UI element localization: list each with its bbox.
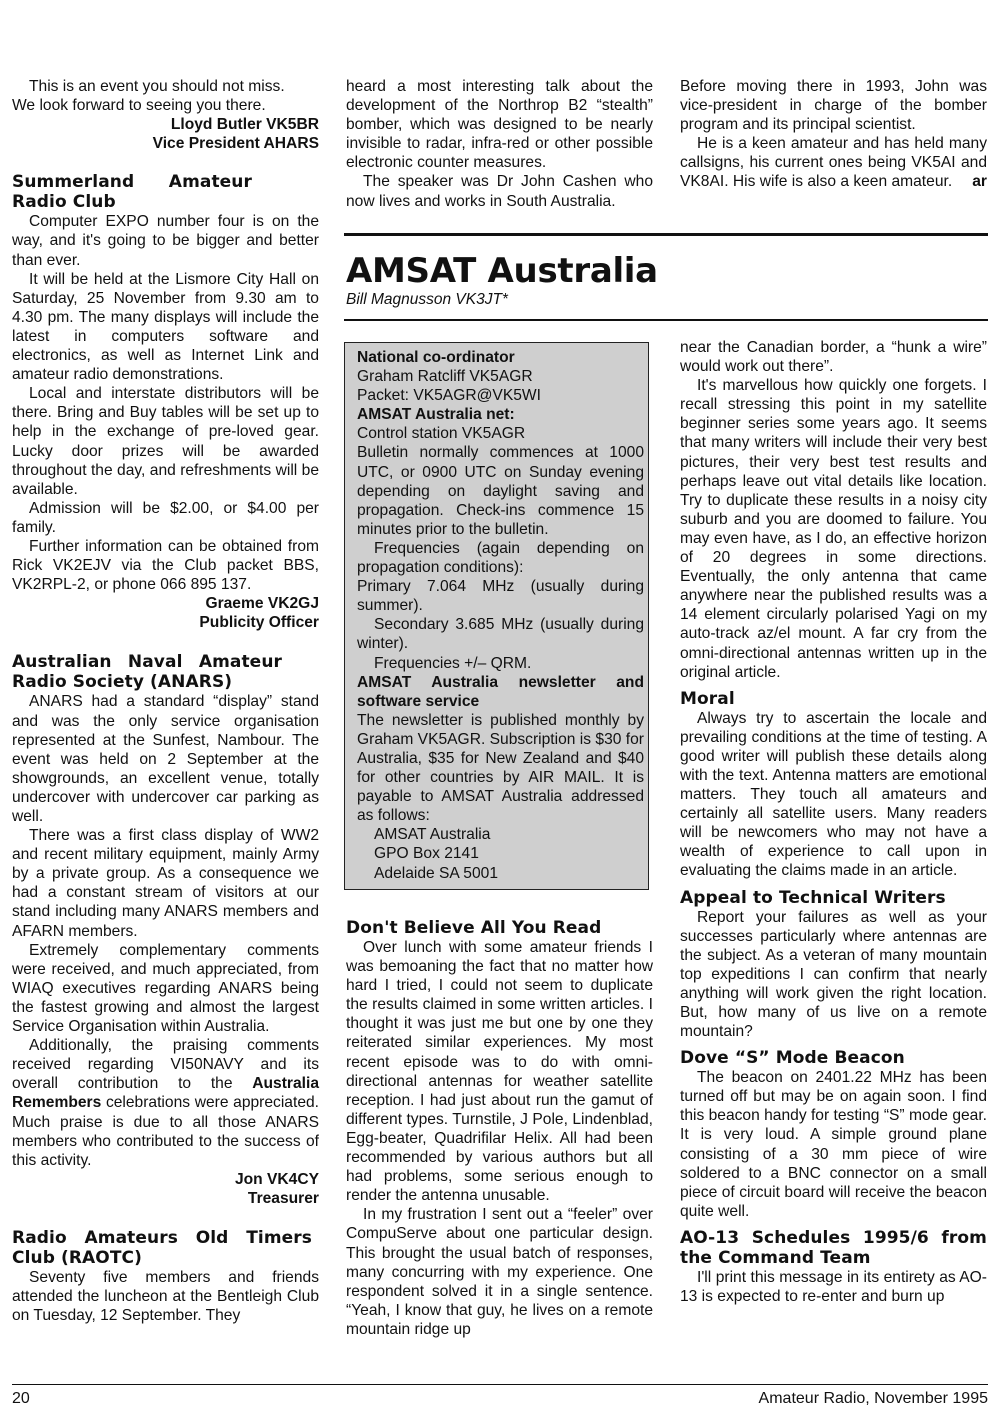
anars-para: ANARS had a standard “display” stand and was the only service organisation represented at the Sunfest, Nambour. The event was held on 2 September at the showgrounds, an excellent venue, totally undercover with undercover car parking as well. [12,693,319,825]
amsat-info-box [344,342,649,890]
signature-name: Lloyd Butler VK5BR [170,116,319,134]
heading-dont-believe: Don't Believe All You Read [346,918,602,938]
info-para: Primary 7.064 MHz (usually during summer). [357,578,644,615]
info-para: Frequencies (again depending on propagation conditions): [357,539,644,577]
dove-para: The beacon on 2401.22 MHz has been turned off but may be on again soon. I find this beacon handy for testing “S” mode gear. It is very loud. A simple ground plane consisting of a 30 mm piece of wire soldered to a BNC connector on a small piece of circuit board will receive the beacon quite well. [680,1069,987,1220]
article-title: AMSAT Australia [346,251,658,291]
col3-top-para-2 [680,134,987,191]
info-line: Control station VK5AGR [357,425,526,443]
info-line: Graham Ratcliff VK5AGR [357,368,533,386]
heading-raotc: Radio Amateurs Old Timers Club (RAOTC) [12,1227,312,1268]
heading-moral: Moral [680,688,735,709]
col3-top-para-2-text: He is a keen amateur and has held many callsigns, his current ones being VK5AI and VK8AI. His wife is also a keen amateur. [680,135,987,191]
info-heading: National co-ordinator [357,349,515,366]
intro-line-2: We look forward to seeing you there. [12,97,266,115]
col2-para-1: Over lunch with some amateur friends I was bemoaning the fact that no matter how hard I tried, I could not seem to duplicate the results claimed in some written articles. I thought it was just me but one by one they reiterated similar experiences. My most recent episode was to do with omni-directional antennas for weather satellite reception. I had just about run the gamut of different types. Turnstile, J Pole, Lindenblad, Egg-beater, Quadrifilar Helix. All had been recommended by various authors but all had problems, some serious enough to render the antenna unusable. [346,939,653,1205]
column-2-top [346,77,653,211]
info-para: Secondary 3.685 MHz (usually during winter). [357,616,644,653]
anars-para: Extremely complementary comments were received, and much appreciated, from WIAQ executives regarding ANARS being the fastest growing and almost the largest Service Organisation within Australia. [12,941,319,1036]
anars-para-4-end: celebrations were appreciated. Much praise is due to all those ANARS members who contributed to the success of this activity. [12,1094,319,1169]
summerland-para: Local and interstate distributors will be there. Bring and Buy tables will be set up to help in the exchange of pre-loved gear. Lucky door prizes will be awarded throughout the day, and refreshments will be available. [12,385,319,498]
col3-para-2: It's marvellous how quickly one forgets. I recall stressing this point in my satellite beginner series some years ago. It seems that many writers will include their very best pictures, their very best test results and perhaps leave out vital details like location. Try to duplicate these results in a noisy city suburb and you are doomed to failure. You may even have, as I do, an effective horizon of 20 degrees in some directions. Eventually, the only antenna that came anywhere near the published results was a 14 element circularly polarised Yagi on my auto-track az/el mount. A far cry from the omni-directional antennas written up in the original article. [680,377,987,681]
column-3-top [680,77,987,192]
heading-appeal: Appeal to Technical Writers [680,887,946,908]
column-1 [12,77,319,1325]
heading-anars: Australian Naval Amateur Radio Society (ANARS) [12,652,282,693]
info-para: The newsletter is published monthly by Graham VK5AGR. Subscription is $30 for Australia, $35 for New Zealand and $40 for other countries by AIR MAIL. It is payable to AMSAT Australia addressed as follows: [357,711,644,825]
heading-dove: Dove “S” Mode Beacon [680,1048,905,1069]
page-number: 20 [12,1390,30,1407]
column-3-lower [680,338,987,1306]
summerland-para: Computer EXPO number four is on the way, and it's going to be bigger and better than ever. [12,213,319,269]
col2-top-para-2: The speaker was Dr John Cashen who now lives and works in South Australia. [346,173,653,210]
appeal-para: Report your failures as well as your successes particularly where antennas are the subject. As a veteran of many mountain top expeditions I can confirm that nearly anything will work given the right location. But, how many of us live on a remote mountain? [680,908,987,1041]
info-para: Bulletin normally commences at 1000 UTC, or 0900 UTC on Sunday evening depending on daylight saving and propagation. Check-ins commence 15 minutes prior to the bulletin. [357,444,644,538]
column-2-lower [346,918,653,1339]
intro-line-1: This is an event you should not miss. [29,78,285,95]
address-line: Adelaide SA 5001 [374,864,498,882]
footer-rule [12,1384,988,1385]
heading-summerland: Summerland Amateur Radio Club [12,172,252,213]
signature-lloyd [12,115,319,153]
info-line: Packet: VK5AGR@VK5WI [357,387,541,405]
article-title-rule [344,319,988,321]
raotc-para: Seventy five members and friends attended the luncheon at the Bentleigh Club on Tuesday, 12 September. They [12,1268,319,1325]
info-heading: AMSAT Australia net: [357,406,515,424]
col3-top-para-1: Before moving there in 1993, John was vice-president in charge of the bomber program and its principal scientist. [680,78,987,134]
moral-para: Always try to ascertain the locale and prevailing conditions at the time of testing. A good writer will publish these details along with the text. Antenna matters are emotional matters. They touch all amateurs and certainly all satellite users. Many readers will be newcomers who may not have a wealth of experience to call upon in evaluating the claims made in an article. [680,709,987,880]
ao13-para: I'll print this message in its entirety as AO-13 is expected to re-enter and burn up [680,1268,987,1306]
signature-title: Vice President AHARS [152,135,319,153]
anars-para-4-start: Additionally, the praising comments received regarding VI50NAVY and its overall contribution to the [12,1037,319,1093]
signature-name: Graeme VK2GJ [205,595,319,613]
summerland-para: It will be held at the Lismore City Hall on Saturday, 25 November from 9.30 am to 4.30 pm. The many displays will include the latest in computers software and electronics, as well as Internet Link and amateur radio demonstrations. [12,270,319,384]
anars-para: There was a first class display of WW2 and recent military equipment, mainly Army by a private group. As a consequence we had a constant stream of visitors at our stand including many ANARS members and AFARN members. [12,827,319,940]
summerland-para: Further information can be obtained from Rick VK2EJV via the Club packet BBS, VK2RPL-2, or phone 066 895 137. [12,537,319,594]
australia-remembers: Australia Remembers [12,1075,319,1112]
signature-title: Treasurer [247,1189,319,1207]
col2-para-2: In my frustration I sent out a “feeler” over CompuServe about one particular design. This brought the usual batch of responses, many concurring with my experience. One respondent solved it in a single sentence. “Yeah, I know that guy, he lives on a remote mountain ridge up [346,1206,653,1338]
end-mark: ar [972,173,987,191]
col2-top-para-1: heard a most interesting talk about the development of the Northrop B2 “stealth” bomber, which was designed to be nearly invisible to radar, infra-red or other possible electronic counter measures. [346,78,653,172]
address-line: AMSAT Australia [374,826,491,844]
summerland-para: Admission will be $2.00, or $4.00 per family. [12,499,319,536]
col3-para-1: near the Canadian border, a “hunk a wire” would work out there”. [680,339,987,376]
signature-graeme [12,594,319,632]
article-top-rule [344,233,988,236]
publication-footer: Amateur Radio, November 1995 [758,1390,988,1407]
signature-title: Publicity Officer [199,614,319,632]
signature-jon [12,1170,319,1208]
info-para: Frequencies +/– QRM. [374,654,532,672]
signature-name: Jon VK4CY [234,1170,319,1188]
article-byline: Bill Magnusson VK3JT* [346,291,508,308]
heading-ao13: AO-13 Schedules 1995/6 from the Command Team [680,1227,987,1268]
info-heading: AMSAT Australia newsletter and software service [357,673,644,710]
anars-para-4 [12,1036,319,1170]
address-line: GPO Box 2141 [374,845,479,863]
